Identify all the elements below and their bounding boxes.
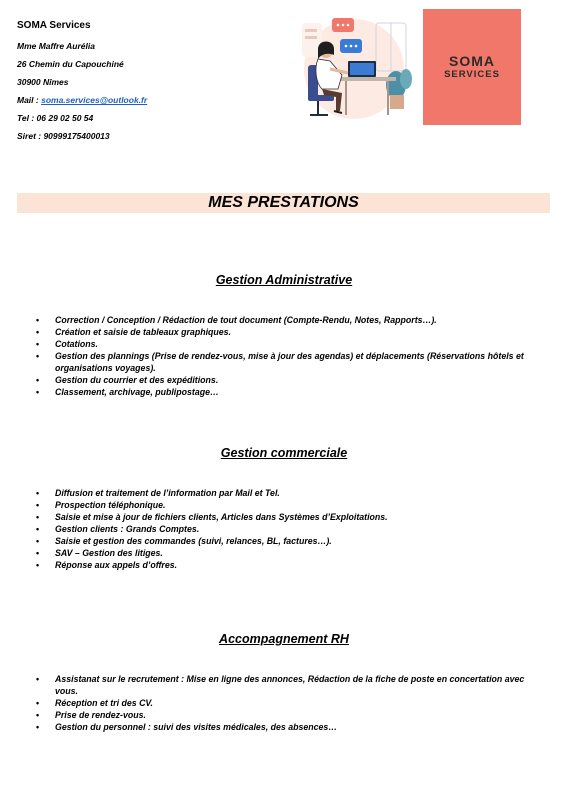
list-item: • Gestion du courrier et des expéditions. bbox=[0, 374, 525, 386]
logo-line-2: SERVICES bbox=[444, 69, 500, 80]
list-item: • Saisie et mise à jour de fichiers clients, Articles dans Systèmes d’Exploitations. bbox=[0, 511, 525, 523]
list-item: • Réponse aux appels d’offres. bbox=[0, 559, 525, 571]
list-item: • Cotations. bbox=[0, 338, 525, 350]
contact-siret: Siret : 90999175400013 bbox=[17, 131, 110, 141]
list-item: • Diffusion et traitement de l’information par Mail et Tel. bbox=[0, 487, 525, 499]
company-name: SOMA Services bbox=[17, 20, 91, 31]
contact-mail bbox=[17, 94, 147, 112]
contact-tel: Tel : 06 29 02 50 54 bbox=[17, 113, 94, 123]
contact-block bbox=[17, 40, 147, 148]
list-administrative bbox=[0, 314, 525, 398]
list-item: • Gestion du personnel : suivi des visites médicales, des absences… bbox=[0, 721, 525, 733]
mail-label: Mail : bbox=[17, 95, 42, 105]
list-item: • Prospection téléphonique. bbox=[0, 499, 525, 511]
list-item: • Classement, archivage, publipostage… bbox=[0, 386, 525, 398]
list-rh bbox=[0, 673, 525, 733]
contact-city: 30900 Nîmes bbox=[17, 77, 69, 87]
list-item: • Saisie et gestion des commandes (suivi, relances, BL, factures…). bbox=[0, 535, 525, 547]
list-item: • Création et saisie de tableaux graphiques. bbox=[0, 326, 525, 338]
section-title-administrative: Gestion Administrative bbox=[215, 273, 353, 287]
office-illustration bbox=[288, 9, 420, 127]
list-item: • Gestion clients : Grands Comptes. bbox=[0, 523, 525, 535]
list-item: • Prise de rendez-vous. bbox=[0, 709, 525, 721]
page-title: MES PRESTATIONS bbox=[17, 193, 550, 213]
list-item: • SAV – Gestion des litiges. bbox=[0, 547, 525, 559]
list-item: • Gestion des plannings (Prise de rendez-vous, mise à jour des agendas) et déplacements (Réservations hôtels et organisations voyages). bbox=[0, 350, 525, 374]
list-item: • Correction / Conception / Rédaction de tout document (Compte-Rendu, Notes, Rapports…). bbox=[0, 314, 525, 326]
list-item: • Réception et tri des CV. bbox=[0, 697, 525, 709]
list-commerciale bbox=[0, 487, 525, 571]
contact-address: 26 Chemin du Capouchiné bbox=[17, 59, 124, 69]
soma-logo bbox=[423, 9, 521, 125]
list-item: • Assistanat sur le recrutement : Mise en ligne des annonces, Rédaction de la fiche de poste en concertation avec vous. bbox=[0, 673, 525, 697]
contact-name: Mme Maffre Aurélia bbox=[17, 41, 95, 51]
logo-line-1: SOMA bbox=[449, 53, 495, 69]
section-title-rh: Accompagnement RH bbox=[219, 632, 349, 646]
section-title-commerciale: Gestion commerciale bbox=[220, 446, 348, 460]
mail-link[interactable]: soma.services@outlook.fr bbox=[41, 95, 148, 105]
